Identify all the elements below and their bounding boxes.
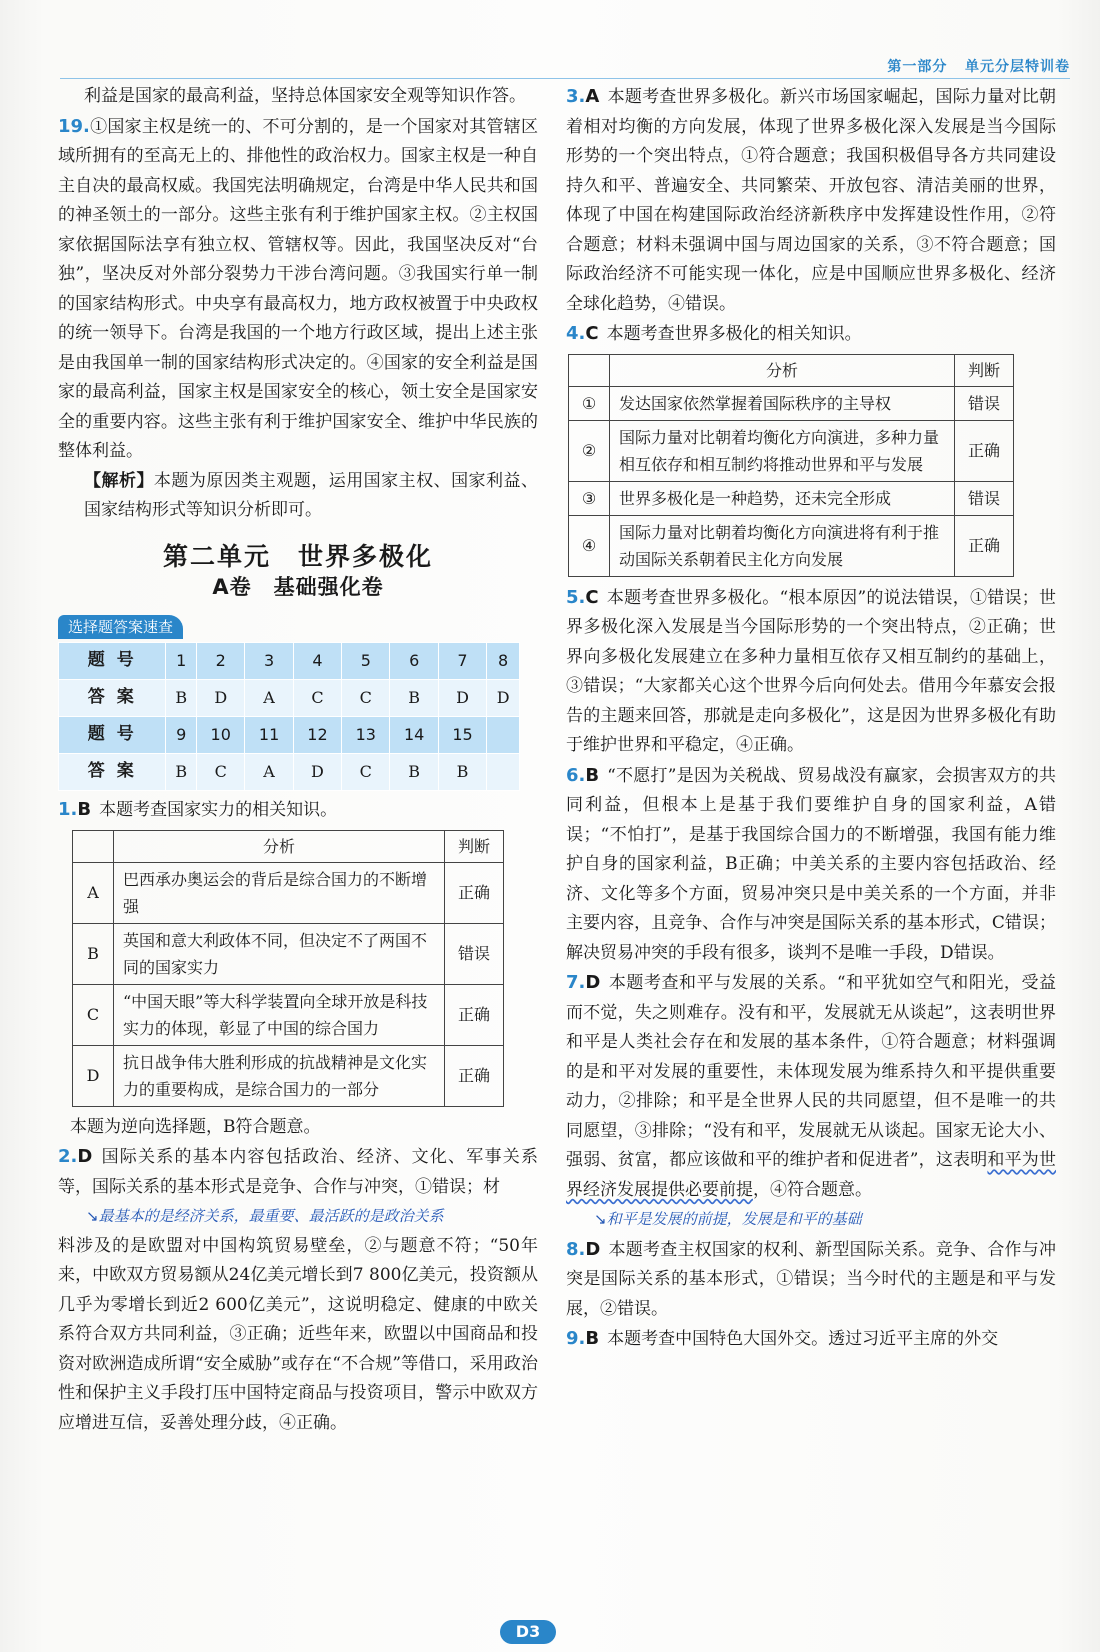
question-number: 2. <box>58 1146 78 1167</box>
question-1-conclusion: 本题为逆向选择题，B符合题意。 <box>70 1116 321 1137</box>
answer-letter: B <box>585 764 600 786</box>
quick-cell: 2 <box>197 643 245 680</box>
table-row <box>59 643 520 680</box>
row-key: ① <box>569 386 610 420</box>
question-number: 6. <box>566 764 586 786</box>
analysis-table <box>72 830 504 1107</box>
quick-cell: 6 <box>390 643 438 680</box>
quick-cell-empty <box>487 754 520 791</box>
question-19 <box>58 112 538 467</box>
question-number: 5. <box>566 586 586 608</box>
row-judge: 错误 <box>955 386 1014 420</box>
quick-answer-label: 选择题答案速查 <box>58 615 183 639</box>
question-number: 7. <box>566 972 586 993</box>
header-divider <box>60 78 1070 79</box>
analysis-note <box>58 467 538 526</box>
header-section: 第一部分 <box>887 59 948 75</box>
quick-cell: A <box>245 680 293 717</box>
quick-cell: D <box>487 680 520 717</box>
row-label-answer: 答 案 <box>59 754 166 791</box>
question-1-intro: 本题考查国家实力的相关知识。 <box>99 800 338 820</box>
question-number: 8. <box>566 1238 586 1260</box>
analysis-text: 本题为原因类主观题，运用国家主权、国家利益、国家结构形式等知识分析即可。 <box>84 470 539 520</box>
quick-cell: D <box>197 680 245 717</box>
question-1 <box>58 795 538 826</box>
header-judge: 判断 <box>955 354 1014 386</box>
question-5-text: 本题考查世界多极化。“根本原因”的说法错误，①错误；世界多极化深入发展是当今国际形势的一个突出特点，②正确；世界向多极化发展建立在多种力量相互依存又相互制约的基础上，③错误；“大家都关心这个世界今后向何处去。借用今年慕安会报告的主题来回答，那就是走向多极化”，这是因为世界多极化有助于维护世界和平稳定，④正确。 <box>566 587 1056 755</box>
carryover-text: 利益是国家的最高利益，坚持总体国家安全观等知识作答。 <box>84 86 526 106</box>
table-row <box>73 984 504 1045</box>
handwritten-note: ↘最基本的是经济关系，最重要、最活跃的是政治关系 <box>86 1207 444 1225</box>
row-judge: 正确 <box>445 862 504 923</box>
question-6 <box>566 761 1056 969</box>
question-7 <box>566 968 1056 1205</box>
quick-cell-empty <box>487 717 520 754</box>
question-9-text: 本题考查中国特色大国外交。透过习近平主席的外交 <box>607 1329 999 1349</box>
table-row <box>73 923 504 984</box>
quick-cell: 1 <box>166 643 197 680</box>
quick-cell: 9 <box>166 717 197 754</box>
question-3 <box>566 82 1056 319</box>
row-judge: 正确 <box>955 515 1014 576</box>
quick-answer-table <box>58 642 520 791</box>
handwritten-note-text: 最基本的是经济关系，最重要、最活跃的是政治关系 <box>98 1207 444 1225</box>
row-judge: 错误 <box>445 923 504 984</box>
underlined-phrase: 和平为世界经济发展提供必要前提 <box>566 1150 1056 1200</box>
quick-cell: C <box>293 680 341 717</box>
row-key: ④ <box>569 515 610 576</box>
row-key: B <box>73 923 114 984</box>
table-row <box>569 386 1014 420</box>
quick-cell: 12 <box>293 717 341 754</box>
quick-cell: B <box>166 680 197 717</box>
table-row <box>59 754 520 791</box>
question-number: 9. <box>566 1328 586 1349</box>
quick-cell: 7 <box>438 643 486 680</box>
row-text: 英国和意大利政体不同，但决定不了两国不同的国家实力 <box>114 923 445 984</box>
page-header <box>887 56 1070 76</box>
quick-cell: B <box>390 680 438 717</box>
left-column <box>58 82 538 1438</box>
question-4 <box>566 319 1056 350</box>
header-analysis: 分析 <box>610 354 955 386</box>
quick-cell: B <box>390 754 438 791</box>
quick-cell: 8 <box>487 643 520 680</box>
question-19-text: ①国家主权是统一的、不可分割的，是一个国家对其管辖区域所拥有的至高无上的、排他性的政治权力。国家主权是一种自主自决的最高权威。我国宪法明确规定，台湾是中华人民共和国的神圣领土的一部分。这些主张有利于维护国家主权。②主权国家依据国际法享有独立权、管辖权等。因此，我国坚决反对“台独”，坚决反对外部分裂势力干涉台湾问题。③我国实行单一制的国家结构形式。中央享有最高权力，地方政权被置于中央政权的统一领导下。台湾是我国的一个地方行政区域，提出上述主张是由我国单一制的国家结构形式决定的。④国家的安全利益是国家的最高利益，国家主权是国家安全的核心，领土安全是国家安全的重要内容。这些主张有利于维护国家安全、维护中华民族的整体利益。 <box>58 116 538 461</box>
row-judge: 错误 <box>955 481 1014 515</box>
quick-cell: 15 <box>438 717 486 754</box>
row-text: 世界多极化是一种趋势，还未完全形成 <box>610 481 955 515</box>
quick-cell: 10 <box>197 717 245 754</box>
table-row <box>73 830 504 862</box>
row-text: 抗日战争伟大胜利形成的抗战精神是文化实力的重要构成，是综合国力的一部分 <box>114 1045 445 1106</box>
quick-cell: 11 <box>245 717 293 754</box>
table-row <box>569 420 1014 481</box>
quick-cell: A <box>245 754 293 791</box>
question-8 <box>566 1235 1056 1325</box>
header-blank <box>73 830 114 862</box>
question-number: 4. <box>566 323 586 344</box>
quick-cell: 14 <box>390 717 438 754</box>
row-key: D <box>73 1045 114 1106</box>
question-number: 19. <box>58 115 90 137</box>
row-label-answer: 答 案 <box>59 680 166 717</box>
question-3-text: 本题考查世界多极化。新兴市场国家崛起，国际力量对比朝着相对均衡的方向发展，体现了世界多极化深入发展是当今国际形势的一个突出特点，①符合题意；我国积极倡导各方共同建设持久和平、普遍安全、共同繁荣、开放包容、清洁美丽的世界，体现了中国在构建国际政治经济新秩序中发挥建设性作用，②符合题意；材料未强调中国与周边国家的关系，③不符合题意；国际政治经济不可能实现一体化，应是中国顺应世界多极化、经济全球化趋势，④错误。 <box>566 87 1056 314</box>
row-text: 发达国家依然掌握着国际秩序的主导权 <box>610 386 955 420</box>
analysis-table <box>568 354 1014 577</box>
row-text: 国际力量对比朝着均衡化方向演进将有利于推动国际关系朝着民主化方向发展 <box>610 515 955 576</box>
question-7-text-b: ，④符合题意。 <box>753 1179 872 1200</box>
table-row <box>59 717 520 754</box>
analysis-label: 【解析】 <box>84 470 154 491</box>
quick-cell: B <box>166 754 197 791</box>
question-6-text: “不愿打”是因为关税战、贸易战没有赢家，会损害双方的共同利益，但根本上是基于我们要维护自身的国家利益，A错误；“不怕打”，是基于我国综合国力的不断增强，我国有能力维护自身的国家利益，B正确；中美关系的主要内容包括政治、经济、文化等多个方面，贸易冲突只是中美关系的一个方面，并非主要内容，且竞争、合作与冲突是国际关系的基本形式，C错误；解决贸易冲突的手段有很多，谈判不是唯一手段，D错误。 <box>566 765 1056 963</box>
question-4-intro: 本题考查世界多极化的相关知识。 <box>606 324 862 344</box>
question-8-text: 本题考查主权国家的权利、新型国际关系。竞争、合作与冲突是国际关系的基本形式，①错误；当今时代的主题是和平与发展，②错误。 <box>566 1239 1056 1319</box>
header-blank <box>569 354 610 386</box>
quick-cell: C <box>197 754 245 791</box>
answer-letter: D <box>585 1238 601 1260</box>
quick-cell: 3 <box>245 643 293 680</box>
row-key: ② <box>569 420 610 481</box>
header-title: 单元分层特训卷 <box>965 59 1070 75</box>
question-2-continued: 料涉及的是欧盟对中国构筑贸易壁垒，②与题意不符；“50年来，中欧双方贸易额从24亿美元增长到7 800亿美元，投资额从几乎为零增长到近2 600亿美元”，这说明稳定、健康的中欧关系符合双方共同利益，③正确；近些年来，欧盟以中国商品和投资对欧洲造成所谓“安全威胁”或存在“不合规”等借口，采用政治性和保护主义手段打压中国特定商品与投资项目，警示中欧双方应增进互信，妥善处理分歧，④正确。 <box>58 1235 538 1433</box>
row-text: 国际力量对比朝着均衡化方向演进，多种力量相互依存和相互制约将推动世界和平与发展 <box>610 420 955 481</box>
row-judge: 正确 <box>445 984 504 1045</box>
row-text: 巴西承办奥运会的背后是综合国力的不断增强 <box>114 862 445 923</box>
answer-letter: B <box>77 799 92 820</box>
answer-letter: D <box>585 972 601 993</box>
right-column <box>566 82 1056 1355</box>
quick-cell: C <box>342 754 390 791</box>
table-row <box>59 680 520 717</box>
question-5 <box>566 583 1056 761</box>
row-key: A <box>73 862 114 923</box>
question-7-text-a: 本题考查和平与发展的关系。“和平犹如空气和阳光，受益而不觉，失之则难存。没有和平，发展就无从谈起”，这表明世界和平是人类社会存在和发展的基本条件，①符合题意；材料强调的是和平对发展的重要性，未体现发展为维系持久和平提供重要动力，②排除；和平是全世界人民的共同愿望，但不是唯一的共同愿望，③排除；“没有和平，发展就无从谈起。国家无论大小、强弱、贫富，都应该做和平的维护者和促进者”，这表明 <box>566 973 1056 1170</box>
row-label-number: 题 号 <box>59 643 166 680</box>
table-row <box>73 862 504 923</box>
header-analysis: 分析 <box>114 830 445 862</box>
answer-letter: A <box>585 86 600 107</box>
quick-cell: 5 <box>342 643 390 680</box>
page-number-badge: D3 <box>500 1620 556 1644</box>
answer-letter: B <box>585 1328 600 1349</box>
quick-cell: D <box>438 680 486 717</box>
quick-cell: C <box>342 680 390 717</box>
table-row <box>569 515 1014 576</box>
answer-letter: C <box>585 323 599 344</box>
handwritten-note: ↘和平是发展的前提，发展是和平的基础 <box>594 1210 862 1228</box>
table-row <box>569 354 1014 386</box>
quick-cell: 4 <box>293 643 341 680</box>
quick-cell: B <box>438 754 486 791</box>
header-judge: 判断 <box>445 830 504 862</box>
row-label-number: 题 号 <box>59 717 166 754</box>
answer-letter: D <box>77 1146 93 1167</box>
quick-cell: 13 <box>342 717 390 754</box>
unit-title: 第二单元 世界多极化 <box>162 541 433 571</box>
answer-letter: C <box>585 586 599 608</box>
handwritten-note-text: 和平是发展的前提，发展是和平的基础 <box>606 1210 862 1228</box>
row-text: “中国天眼”等大科学装置向全球开放是科技实力的体现，彰显了中国的综合国力 <box>114 984 445 1045</box>
row-key: C <box>73 984 114 1045</box>
question-2-text-a: 国际关系的基本内容包括政治、经济、文化、军事关系等，国际关系的基本形式是竞争、合作与冲突，①错误；材 <box>58 1147 538 1197</box>
quick-cell: D <box>293 754 341 791</box>
row-key: ③ <box>569 481 610 515</box>
question-number: 3. <box>566 86 586 107</box>
table-row <box>73 1045 504 1106</box>
volume-title: A卷 基础强化卷 <box>212 575 384 599</box>
question-number: 1. <box>58 799 78 820</box>
table-row <box>569 481 1014 515</box>
row-judge: 正确 <box>955 420 1014 481</box>
question-2 <box>58 1142 538 1202</box>
row-judge: 正确 <box>445 1045 504 1106</box>
question-9 <box>566 1324 1056 1355</box>
